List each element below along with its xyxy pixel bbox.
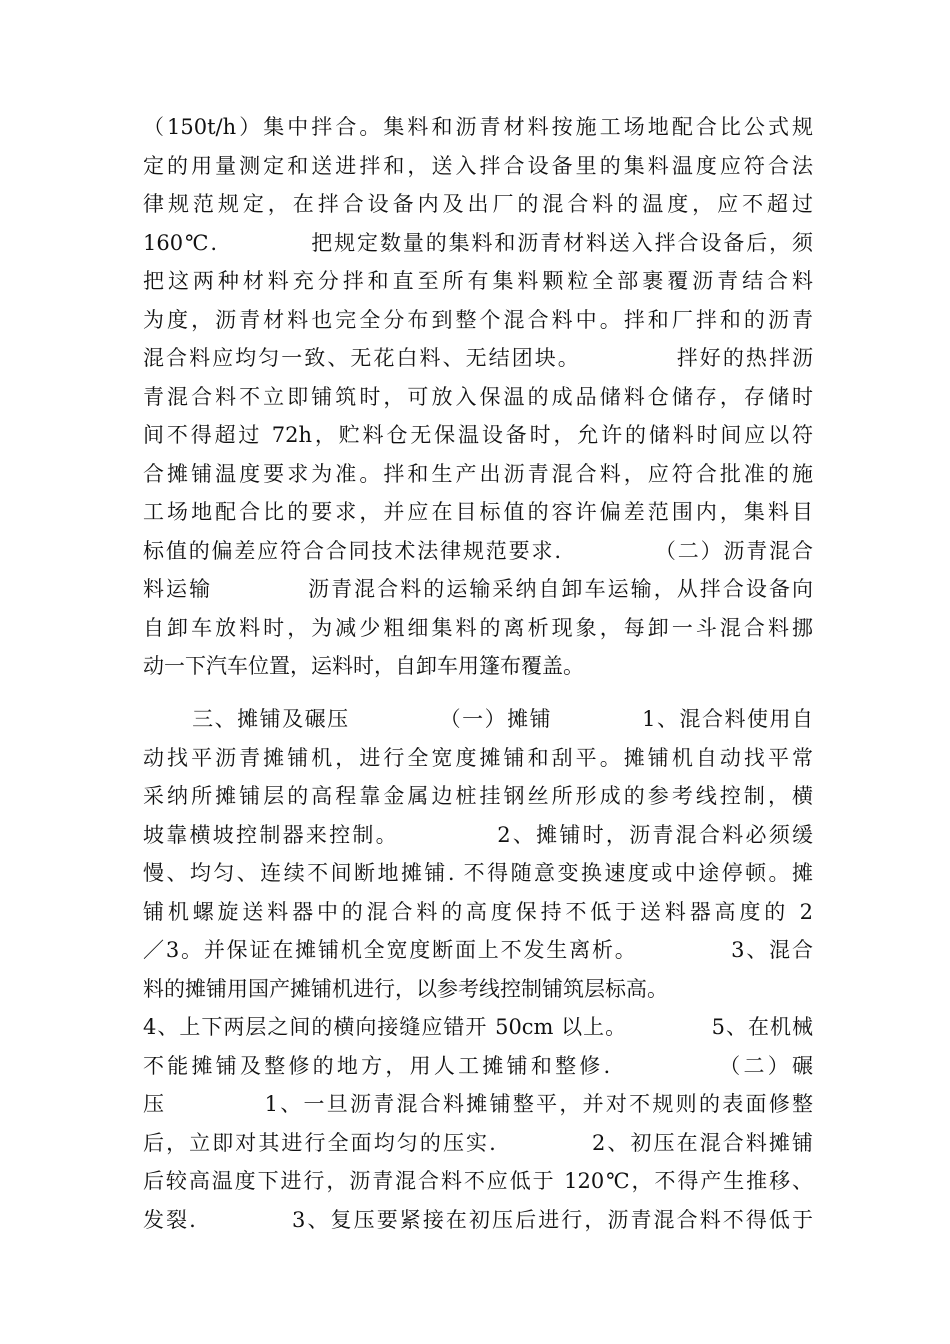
text-line: 4、上下两层之间的横向接缝应错开 50cm 以上。 5、在机械 xyxy=(143,1015,813,1039)
text-line: 料运输 沥青混合料的运输采纳自卸车运输，从拌合设备向 xyxy=(143,577,813,601)
text-line: 动一下汽车位置，运料时，自卸车用篷布覆盖。 xyxy=(143,654,584,678)
text-line: （150t/h）集中拌合。集料和沥青材料按施工场地配合比公式规 xyxy=(143,115,813,139)
text-line: 合摊铺温度要求为准。拌和生产出沥青混合料，应符合批准的施 xyxy=(143,461,813,486)
text-line: 后，立即对其进行全面均匀的压实. 2、初压在混合料摊铺 xyxy=(143,1130,813,1155)
text-line: 料的摊铺用国产摊铺机进行，以参考线控制铺筑层标高。 xyxy=(143,976,668,1001)
text-line: 把这两种材料充分拌和直至所有集料颗粒全部裹覆沥青结合料 xyxy=(143,269,813,293)
text-line: 160℃. 把规定数量的集料和沥青材料送入拌合设备后，须 xyxy=(143,230,813,255)
text-line: 动找平沥青摊铺机，进行全宽度摊铺和刮平。摊铺机自动找平常 xyxy=(143,745,813,770)
text-line: 慢、均匀、连续不间断地摊铺. 不得随意变换速度或中途停顿。摊 xyxy=(143,861,813,885)
text-line: 铺机螺旋送料器中的混合料的高度保持不低于送料器高度的 2 xyxy=(143,899,813,924)
text-line: 为度，沥青材料也完全分布到整个混合料中。拌和厂拌和的沥青 xyxy=(143,307,813,332)
text-line: 发裂. 3、复压要紧接在初压后进行，沥青混合料不得低于 xyxy=(143,1207,813,1232)
text-line: 采纳所摊铺层的高程靠金属边桩挂钢丝所形成的参考线控制，横 xyxy=(143,784,813,808)
text-line: 间不得超过 72h，贮料仓无保温设备时，允许的储料时间应以符 xyxy=(143,423,813,447)
text-line: 定的用量测定和送进拌和，送入拌合设备里的集料温度应符合法 xyxy=(143,153,813,178)
text-line: 后较高温度下进行，沥青混合料不应低于 120℃，不得产生推移、 xyxy=(143,1169,813,1193)
paragraph-paving-and-rolling xyxy=(143,700,813,1239)
text-line: 混合料应均匀一致、无花白料、无结团块。 拌好的热拌沥 xyxy=(143,346,813,370)
text-line: ／3。并保证在摊铺机全宽度断面上不发生离析。 3、混合 xyxy=(143,938,813,962)
text-line: 青混合料不立即铺筑时，可放入保温的成品储料仓储存，存储时 xyxy=(143,384,813,409)
text-line: 压 1、一旦沥青混合料摊铺整平，并对不规则的表面修整 xyxy=(143,1092,813,1116)
text-line: 律规范规定，在拌合设备内及出厂的混合料的温度，应不超过 xyxy=(143,192,813,216)
text-line: 坡靠横坡控制器来控制。 2、摊铺时，沥青混合料必须缓 xyxy=(143,822,813,847)
paragraph-mixing-and-transport xyxy=(143,108,813,686)
text-line: 不能摊铺及整修的地方，用人工摊铺和整修. （二）碾 xyxy=(143,1053,813,1078)
text-line: 三、摊铺及碾压 （一）摊铺 1、混合料使用自 xyxy=(143,707,814,731)
text-line: 工场地配合比的要求，并应在目标值的容许偏差范围内，集料目 xyxy=(143,500,813,524)
text-line: 标值的偏差应符合合同技术法律规范要求. （二）沥青混合 xyxy=(143,538,813,563)
text-line: 自卸车放料时，为减少粗细集料的离析现象，每卸一斗混合料挪 xyxy=(143,615,813,640)
